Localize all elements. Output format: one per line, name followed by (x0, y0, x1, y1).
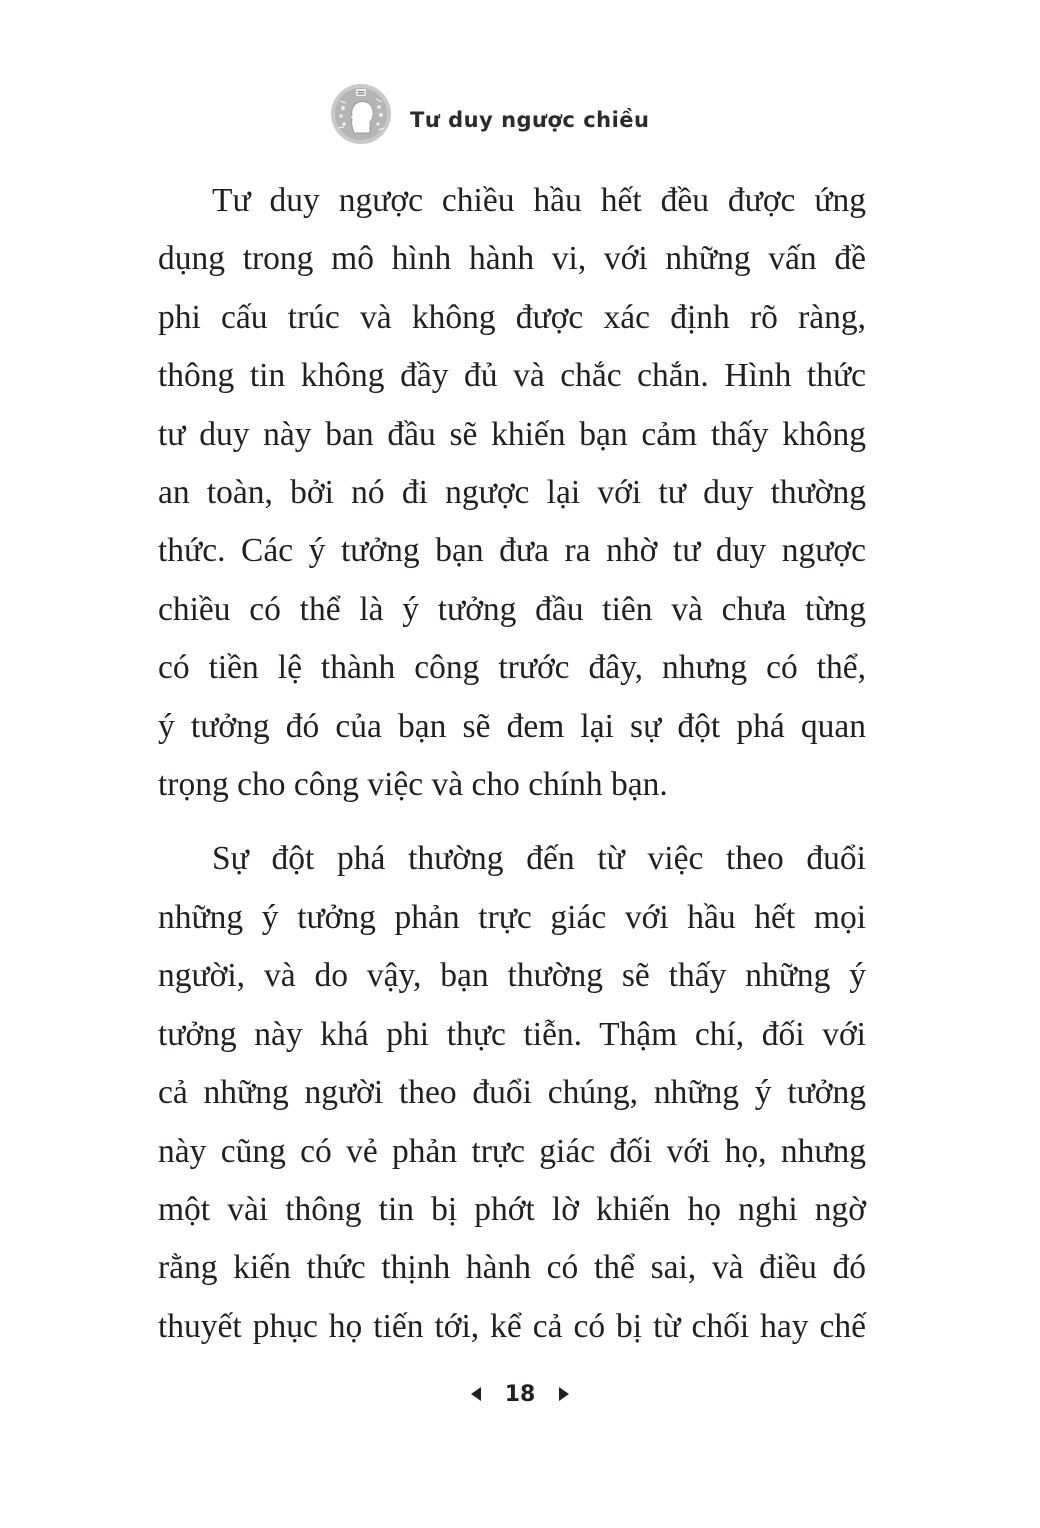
running-header (330, 82, 649, 146)
triangle-left-icon (471, 1387, 481, 1401)
text-line: an toàn, bởi nó đi ngược lại với tư duy thường (158, 474, 866, 512)
text-line: tư duy này ban đầu sẽ khiến bạn cảm thấy không (158, 415, 866, 453)
triangle-right-icon (559, 1387, 569, 1401)
text-line: này cũng có vẻ phản trực giác đối với họ, nhưng (158, 1132, 866, 1170)
text-line: tưởng này khá phi thực tiễn. Thậm chí, đối với (158, 1015, 866, 1053)
text-line: phi cấu trúc và không được xác định rõ ràng, (158, 298, 866, 336)
text-line: những ý tưởng phản trực giác với hầu hết mọi (158, 898, 866, 936)
text-line: thức. Các ý tưởng bạn đưa ra nhờ tư duy ngược (158, 532, 866, 570)
text-line: Sự đột phá thường đến từ việc theo đuổi (212, 840, 866, 878)
body-text (158, 172, 866, 1356)
text-line: trọng cho công việc và cho chính bạn. (158, 766, 668, 804)
text-line: chiều có thể là ý tưởng đầu tiên và chưa từng (158, 590, 866, 628)
text-line: một vài thông tin bị phớt lờ khiến họ nghi ngờ (158, 1190, 866, 1228)
paragraph-gap (158, 814, 866, 830)
text-line: dụng trong mô hình hành vi, với những vấn đề (158, 240, 866, 278)
text-line: Tư duy ngược chiều hầu hết đều được ứng (212, 182, 866, 219)
paragraph-2 (158, 830, 866, 1356)
text-line: cả những người theo đuổi chúng, những ý tưởng (158, 1074, 866, 1112)
page-footer (0, 1374, 1040, 1414)
text-line: ý tưởng đó của bạn sẽ đem lại sự đột phá quan (158, 707, 866, 745)
text-line: có tiền lệ thành công trước đây, nhưng có thể, (158, 649, 866, 687)
text-line: thuyết phục họ tiến tới, kể cả có bị từ chối hay chế (158, 1307, 866, 1345)
header-title: Tư duy ngược chiều (410, 108, 650, 132)
text-line: người, và do vậy, bạn thường sẽ thấy những ý (158, 957, 866, 995)
text-line: rằng kiến thức thịnh hành có thể sai, và điều đó (158, 1249, 866, 1287)
page-number: 18 (504, 1381, 536, 1407)
paragraph-1 (158, 172, 866, 814)
head-profile-icon (330, 83, 392, 145)
text-line: thông tin không đầy đủ và chắc chắn. Hình thức (158, 357, 866, 395)
